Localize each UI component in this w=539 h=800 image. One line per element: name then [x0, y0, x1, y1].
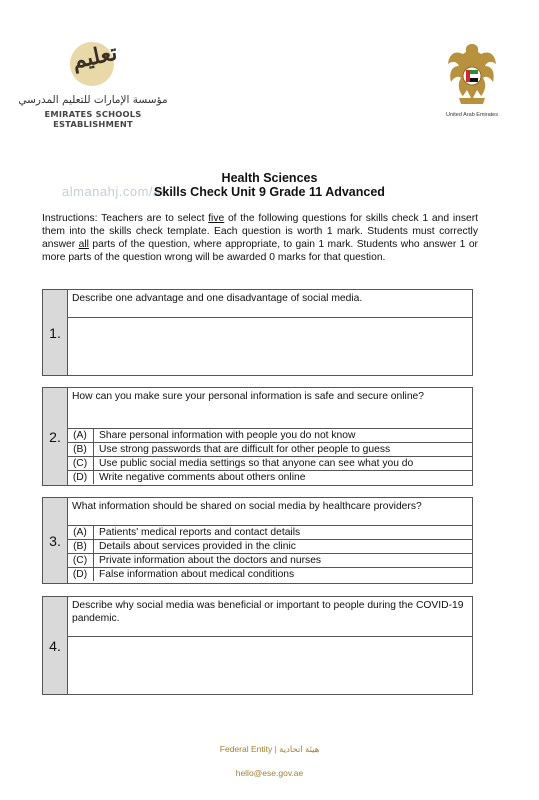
falcon-emblem-icon: [445, 40, 499, 108]
question-3-table: [42, 497, 473, 584]
option-text: Use strong passwords that are difficult for other people to guess: [99, 444, 391, 455]
instructions-emphasis-all: all: [78, 239, 89, 250]
option-letter: (D): [67, 471, 94, 484]
option-text: Share personal information with people you do not know: [99, 430, 356, 441]
option-text: Patients' medical reports and contact details: [99, 527, 301, 538]
option-row[interactable]: [67, 456, 472, 470]
instructions-text-1: Instructions: Teachers are to select: [42, 213, 209, 224]
option-letter: (D): [67, 568, 94, 581]
question-1-table: [42, 289, 473, 376]
question-2-table: [42, 387, 473, 486]
question-number-cell: [43, 498, 68, 583]
ese-logo: [8, 39, 178, 129]
option-row[interactable]: [67, 567, 472, 581]
option-row[interactable]: [67, 470, 472, 484]
watermark-text: almanahj.com/ae: [62, 184, 169, 199]
option-letter: (B): [67, 443, 94, 456]
logo-arabic-wordmark: تعليم: [69, 39, 120, 75]
option-letter: (A): [67, 429, 94, 442]
question-text: Describe one advantage and one disadvantage of social media.: [72, 293, 363, 304]
question-number: 1.: [49, 324, 61, 341]
question-text: What information should be shared on social media by healthcare providers?: [72, 501, 422, 512]
question-4-table: [42, 596, 473, 695]
question-number-cell: [43, 290, 68, 375]
instructions-paragraph: [42, 212, 478, 264]
uae-emblem: [436, 40, 508, 122]
footer-email-link[interactable]: hello@ese.gov.ae: [235, 768, 304, 778]
question-text: How can you make sure your personal information is safe and secure online?: [72, 391, 424, 402]
option-text: Private information about the doctors and nurses: [99, 555, 322, 566]
question-number-cell: [43, 597, 68, 694]
logo-english-name: EMIRATES SCHOOLS ESTABLISHMENT: [44, 109, 142, 129]
option-row[interactable]: [67, 553, 472, 567]
option-text: Details about services provided in the clinic: [99, 541, 296, 552]
question-text: Describe why social media was beneficial or important to people during the COVID-19 pandemic.: [72, 600, 464, 624]
option-row[interactable]: [67, 525, 472, 539]
question-number: 4.: [49, 637, 61, 654]
instructions-text-3: parts of the question, where appropriate, to gain 1 mark. Students who answer 1 or more parts of the question wrong will be awarded 0 marks for that question.: [42, 239, 478, 263]
document-subtitle: Skills Check Unit 9 Grade 11 Advanced: [154, 185, 385, 199]
option-letter: (B): [67, 540, 94, 553]
option-text: False information about medical conditions: [99, 569, 295, 580]
option-row[interactable]: [67, 539, 472, 553]
question-number-cell: [43, 388, 68, 485]
option-text: Write negative comments about others online: [99, 472, 306, 483]
question-number: 3.: [49, 532, 61, 549]
answer-area[interactable]: [67, 318, 472, 375]
logo-arabic-subtitle: مؤسسة الإمارات للتعليم المدرسي: [18, 94, 168, 106]
option-row[interactable]: [67, 442, 472, 456]
option-letter: (C): [67, 554, 94, 567]
option-letter: (A): [67, 526, 94, 539]
question-number: 2.: [49, 428, 61, 445]
instructions-text-2: of the following questions for skills check 1 and insert them into the skills check template. Each question is worth 1 mark. Students must correctly answer: [42, 213, 478, 250]
instructions-emphasis-five: five: [208, 213, 225, 224]
document-title: Health Sciences: [221, 171, 318, 185]
option-letter: (C): [67, 457, 94, 470]
answer-area[interactable]: [67, 637, 472, 694]
option-text: Use public social media settings so that anyone can see what you do: [99, 458, 414, 469]
option-row[interactable]: [67, 428, 472, 442]
footer-entity: Federal Entity | هيئة اتحادية: [219, 744, 320, 754]
emblem-caption: United Arab Emirates: [446, 112, 498, 118]
